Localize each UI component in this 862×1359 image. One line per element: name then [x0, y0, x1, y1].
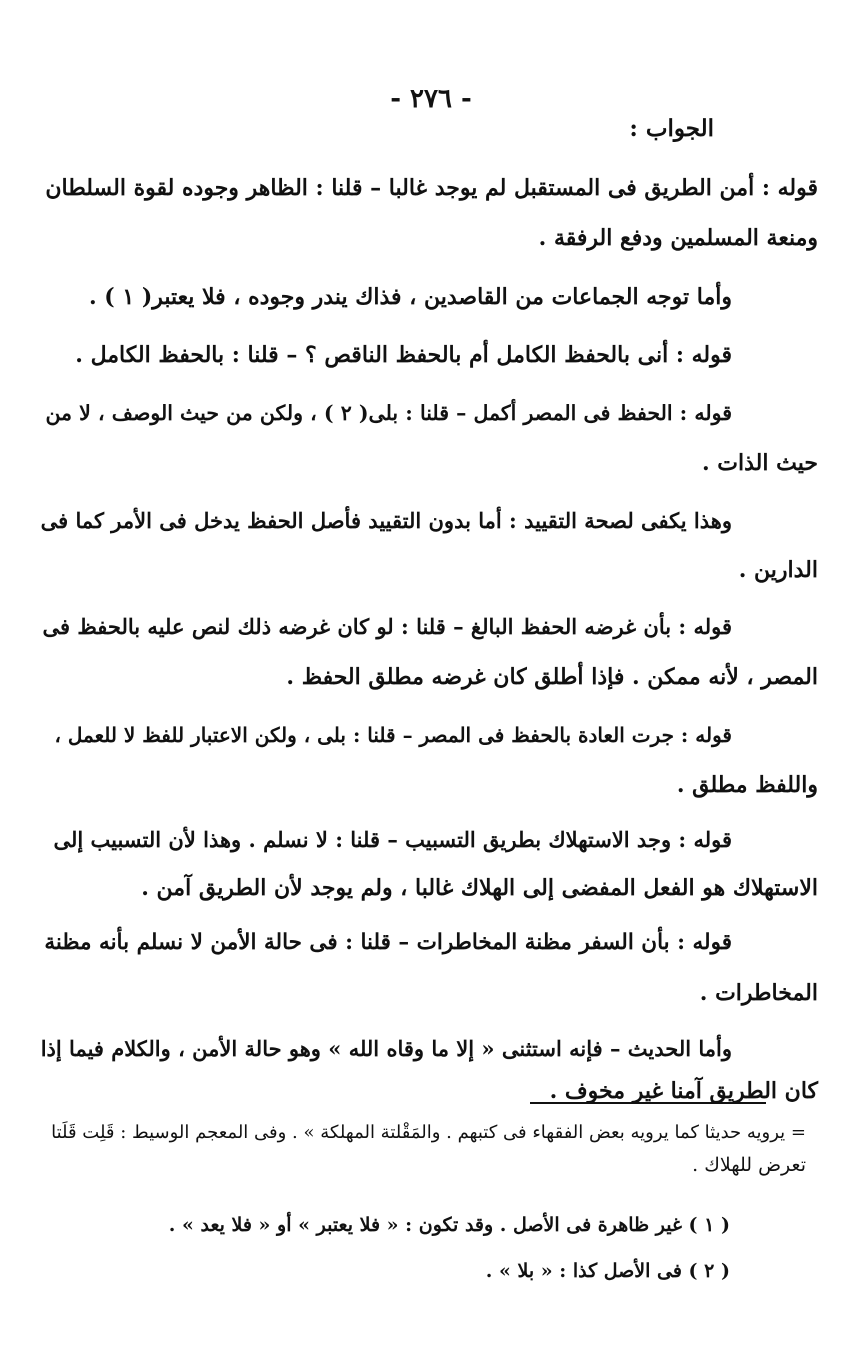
text-line: حيث الذات .	[701, 450, 818, 476]
footnote-separator	[530, 1102, 766, 1104]
text-line: المخاطرات .	[699, 980, 818, 1006]
text-line: وأما الحديث – فإنه استثنى « إلا ما وقاه الله » وهو حالة الأمن ، والكلام فيما إذا	[40, 1036, 732, 1061]
text-line: قوله : بأن السفر مظنة المخاطرات – قلنا : فى حالة الأمن لا نسلم بأنه مظنة	[44, 930, 732, 955]
footnote-continued-line: = يرويه حديثا كما يرويه بعض الفقهاء فى كتبهم . والمَقْلتة المهلكة » . وفى المعجم الوسيط : قَلِت قَلَتا	[51, 1122, 806, 1143]
text-line: الاستهلاك هو الفعل المفضى إلى الهلاك غالبا ، ولم يوجد لأن الطريق آمن .	[141, 875, 818, 901]
section-heading: الجواب :	[629, 115, 714, 142]
footnote-1: ( ١ ) غير ظاهرة فى الأصل . وقد تكون : « فلا يعتبر » أو « فلا يعد » .	[168, 1214, 730, 1236]
text-line: وهذا يكفى لصحة التقييد : أما بدون التقييد فأصل الحفظ يدخل فى الأمر كما فى	[40, 508, 732, 533]
text-line: قوله : وجد الاستهلاك بطريق التسبيب – قلنا : لا نسلم . وهذا لأن التسبيب إلى	[53, 827, 732, 852]
text-line: المصر ، لأنه ممكن . فإذا أطلق كان غرضه مطلق الحفظ .	[286, 664, 818, 690]
text-line: واللفظ مطلق .	[676, 772, 818, 798]
text-line: قوله : أنى بالحفظ الكامل أم بالحفظ الناقص ؟ – قلنا : بالحفظ الكامل .	[75, 342, 732, 368]
text-line: قوله : بأن غرضه الحفظ البالغ – قلنا : لو كان غرضه ذلك لنص عليه بالحفظ فى	[42, 614, 732, 639]
footnote-2: ( ٢ ) فى الأصل كذا : « بلا » .	[485, 1260, 730, 1282]
page-number: - ٢٧٦ -	[390, 84, 472, 114]
text-line: ومنعة المسلمين ودفع الرفقة .	[538, 225, 818, 251]
text-line: وأما توجه الجماعات من القاصدين ، فذاك يندر وجوده ، فلا يعتبر( ١ ) .	[88, 284, 732, 310]
text-line: قوله : جرت العادة بالحفظ فى المصر – قلنا : بلى ، ولكن الاعتبار للفظ لا للعمل ،	[54, 723, 732, 747]
text-line: قوله : أمن الطريق فى المستقبل لم يوجد غالبا – قلنا : الظاهر وجوده لقوة السلطان	[45, 175, 818, 201]
text-line: كان الطريق آمنا غير مخوف .	[549, 1078, 818, 1104]
text-line: قوله : الحفظ فى المصر أكمل – قلنا : بلى( ٢ ) ، ولكن من حيث الوصف ، لا من	[45, 401, 732, 425]
footnote-continued-line: تعرض للهلاك .	[692, 1154, 806, 1176]
text-line: الدارين .	[738, 557, 818, 583]
